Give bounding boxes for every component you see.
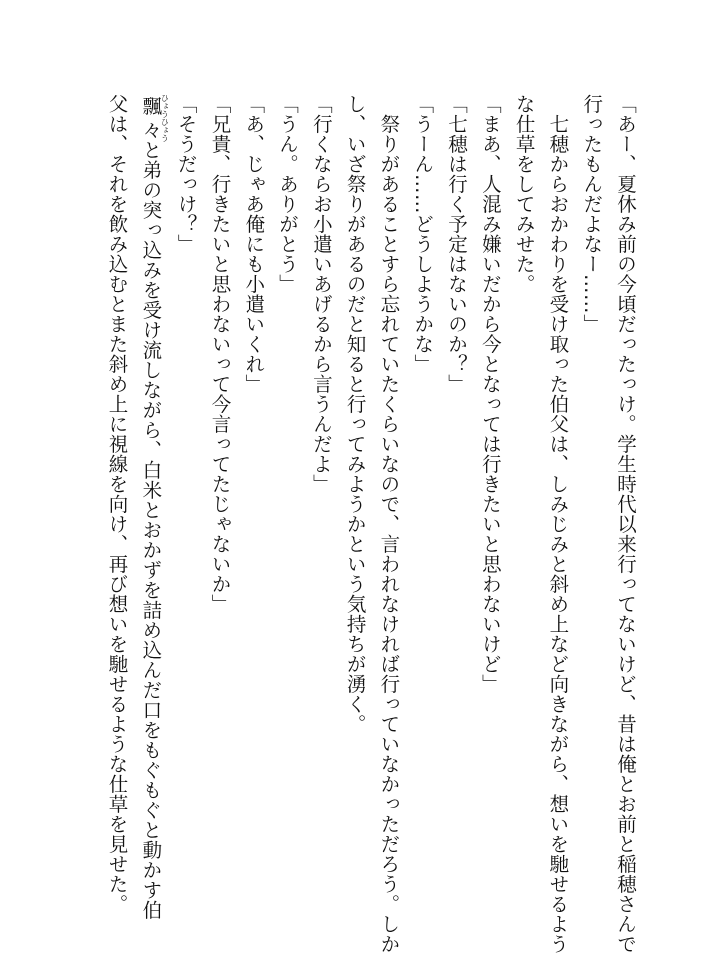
ruby-base: 飄々 xyxy=(139,94,163,142)
text-line: 祭りがあることすら忘れていたくらいなので、言われなければ行っていなかっただろう。しか xyxy=(377,113,401,954)
text-line: 「あー、夏休み前の今頃だったっけ。学生時代以来行ってないけど、昔は俺とお前と稲穂さんで xyxy=(614,94,637,954)
text-line-with-ruby xyxy=(134,94,170,920)
text-line: 「七穂は行く予定はないのか？」 xyxy=(445,94,469,394)
text-line: 七穂からおかわりを受け取った伯父は、しみじみと斜め上など向きながら、想いを馳せるよう xyxy=(546,113,570,954)
text-line: 「行くならお小遣いあげるから言うんだよ」 xyxy=(309,94,333,494)
text-line: 父は、それを飲み込むとまた斜め上に視線を向け、再び想いを馳せるような仕草を見せた。 xyxy=(105,94,129,914)
text-line: し、いざ祭りがあるのだと知ると行ってみようかという気持ちが湧く。 xyxy=(343,94,367,734)
text-line: 「まあ、人混み嫌いだから今となっては行きたいと思わないけど」 xyxy=(478,94,502,694)
text-line: 行ったもんだよなー……」 xyxy=(580,94,604,334)
text-line: 「うーん……どうしようかな」 xyxy=(411,94,435,374)
ruby-word xyxy=(139,94,170,142)
ruby-reading: ひょうひょう xyxy=(160,94,170,142)
vertical-text-body xyxy=(100,94,642,954)
line-continuation: と弟の突っ込みを受け流しながら、白米とおかずを詰め込んだ口をもぐもぐと動かす伯 xyxy=(139,140,163,920)
text-line: 「兄貴、行きたいと思わないって今言ってたじゃないか」 xyxy=(208,94,232,614)
text-line: 「そうだっけ？」 xyxy=(174,94,198,254)
text-line: な仕草をしてみせた。 xyxy=(512,94,536,294)
text-line: 「あ、じゃあ俺にも小遣いくれ」 xyxy=(242,94,266,394)
text-line: 「うん。ありがとう」 xyxy=(276,94,300,294)
